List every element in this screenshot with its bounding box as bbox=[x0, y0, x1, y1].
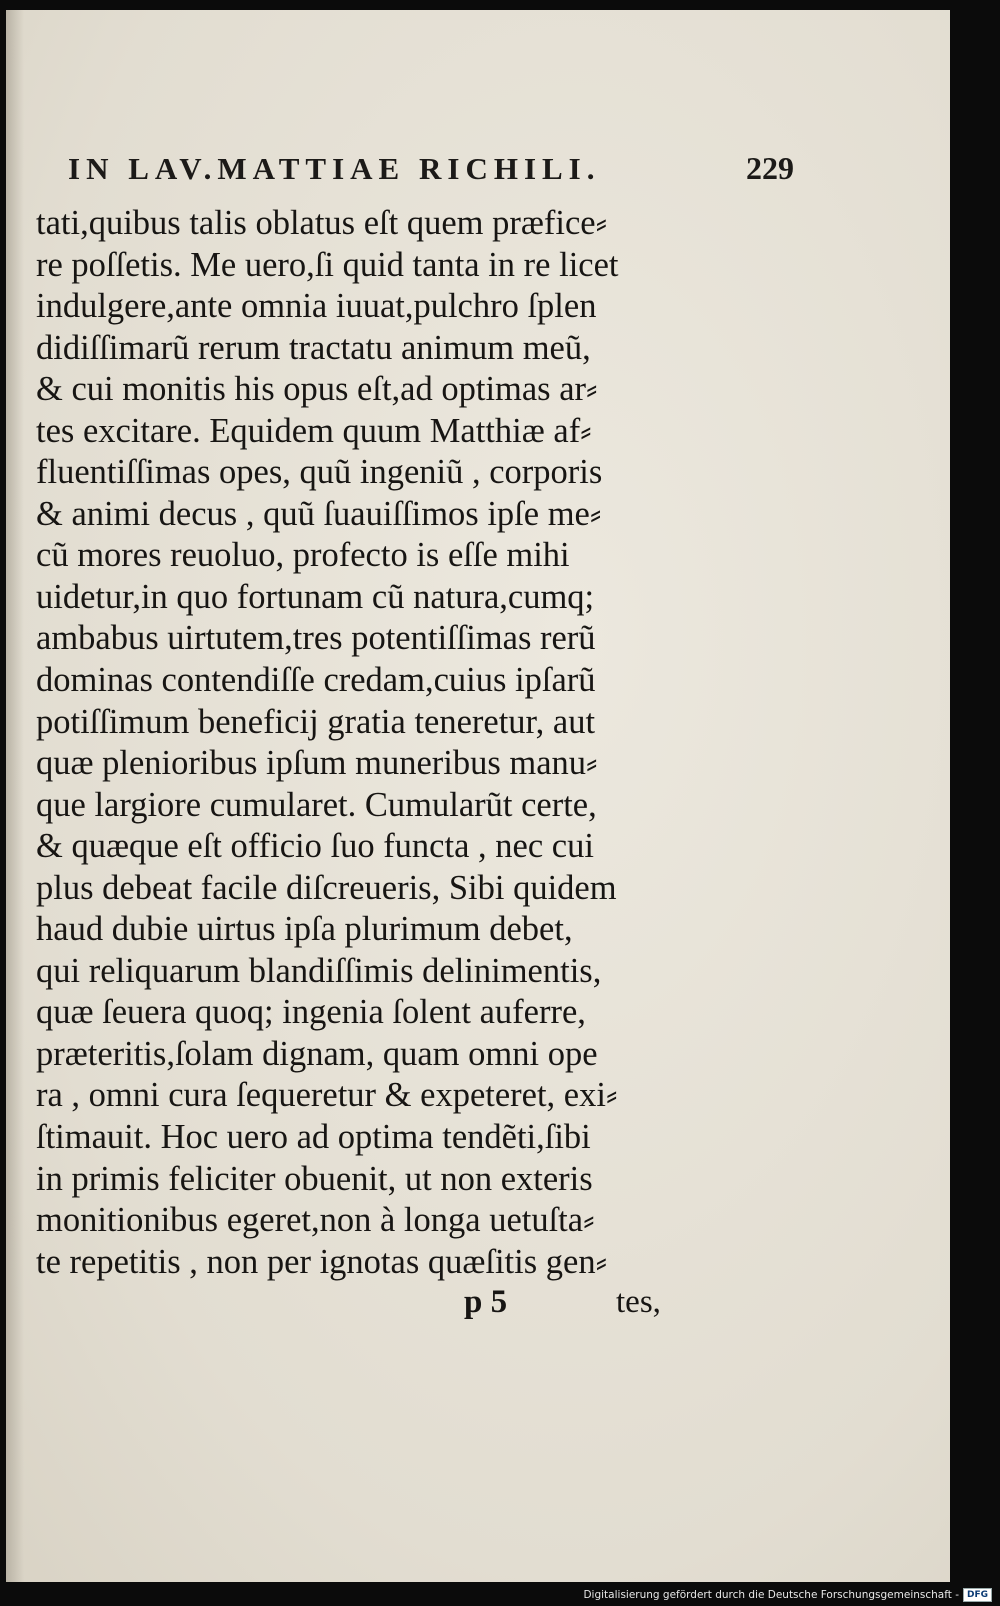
text-line: monitionibus egeret,non à longa uetuſta⸗ bbox=[36, 1201, 595, 1240]
digitization-credit bbox=[583, 1586, 992, 1604]
text-line: re poſſetis. Me uero,ſi quid tanta in re licet bbox=[36, 245, 619, 284]
text-line: indulgere,ante omnia iuuat,pulchro ſplen bbox=[36, 287, 597, 326]
body-text bbox=[36, 203, 736, 1283]
text-line: cũ mores reuoluo, profecto is eſſe mihi bbox=[36, 536, 570, 575]
text-line: haud dubie uirtus ipſa plurimum debet, bbox=[36, 910, 573, 949]
text-line: & quæque eſt officio ſuo functa , nec cui bbox=[36, 827, 594, 866]
text-line: præteritis,ſolam dignam, quam omni ope bbox=[36, 1034, 598, 1073]
text-line: & animi decus , quũ ſuauiſſimos ipſe me⸗ bbox=[36, 494, 602, 533]
text-line: tati,quibus talis oblatus eſt quem præfice⸗ bbox=[36, 204, 608, 242]
text-line: qui reliquarum blandiſſimis delinimentis, bbox=[36, 951, 602, 990]
text-line: & cui monitis his opus eſt,ad optimas ar⸗ bbox=[36, 370, 598, 409]
credit-text: Digitalisierung gefördert durch die Deutsche Forschungsgemeinschaft - bbox=[583, 1589, 959, 1601]
dfg-logo: DFG bbox=[963, 1588, 992, 1602]
page-header bbox=[68, 150, 794, 200]
text-line: ambabus uirtutem,tres potentiſſimas rerũ bbox=[36, 619, 596, 658]
text-line: dominas contendiſſe credam,cuius ipſarũ bbox=[36, 661, 596, 700]
folio-number: 229 bbox=[746, 150, 794, 186]
running-head: IN LAV.MATTIAE RICHILI. bbox=[68, 151, 601, 186]
catchword: tes, bbox=[616, 1284, 661, 1320]
text-line: didiſſimarũ rerum tractatu animum meũ, bbox=[36, 328, 591, 367]
text-line: te repetitis , non per ignotas quæſitis gen⸗ bbox=[36, 1242, 608, 1281]
text-line: quæ plenioribus ipſum muneribus manu⸗ bbox=[36, 744, 598, 783]
text-line: potiſſimum beneficij gratia teneretur, aut bbox=[36, 702, 596, 741]
page-gutter-shadow bbox=[6, 10, 24, 1582]
text-line: ra , omni cura ſequeretur & expeteret, exi⸗ bbox=[36, 1076, 618, 1115]
text-line: uidetur,in quo fortunam cũ natura,cumq; bbox=[36, 577, 595, 616]
text-line: plus debeat facile diſcreueris, Sibi quidem bbox=[36, 868, 617, 907]
text-line: que largiore cumularet. Cumularũt certe, bbox=[36, 785, 597, 824]
book-page bbox=[6, 10, 950, 1582]
signature-mark: p 5 bbox=[464, 1284, 508, 1320]
text-line: tes excitare. Equidem quum Matthiæ af⸗ bbox=[36, 411, 592, 450]
text-line: in primis feliciter obuenit, ut non exteris bbox=[36, 1159, 593, 1198]
text-line: fluentiſſimas opes, quũ ingeniũ , corporis bbox=[36, 453, 603, 492]
text-line: quæ ſeuera quoq; ingenia ſolent auferre, bbox=[36, 993, 586, 1032]
text-line: ſtimauit. Hoc uero ad optima tendẽti,ſibi bbox=[36, 1118, 591, 1157]
page-footer bbox=[36, 1284, 716, 1326]
